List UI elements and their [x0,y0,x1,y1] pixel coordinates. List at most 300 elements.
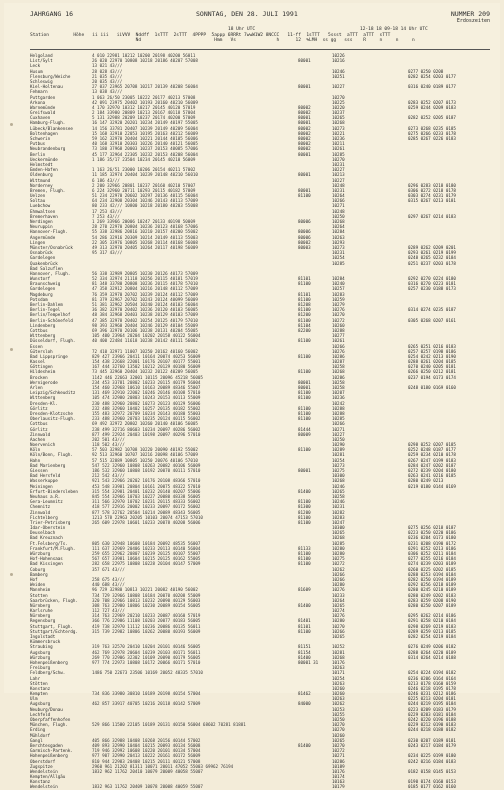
station-name: Stuttgart, Flugh. [30,623,73,629]
pressure-value: 10264 [332,224,345,230]
station-name: Kempten [30,691,48,697]
synop-groups: 131 469 32910 22002 10246 20146 40108 57010 [92,390,201,396]
station-name: Gera-Leumnitz [30,499,63,505]
station-name: Augsburg [30,701,51,707]
cloud-group: 80001 [298,120,311,126]
station-name: Würzburg [30,551,51,556]
pressure-value: 10277 [332,333,345,339]
cloud-group: 81100 [298,556,311,562]
synop-groups: 258 675 43/// [92,576,125,582]
station-name: Magdeburg [30,291,53,297]
upper-air-temps: 0276 0249 0206 0182 [408,644,456,650]
pressure-value: 10250 [332,213,345,219]
station-name: Neuburg/Donau [30,706,63,712]
station-name: Greifswald [30,110,56,116]
upper-air-temps: 0282 0254 0203 0177 [408,73,456,79]
pressure-value: 10262 [332,566,345,572]
pressure-value: 10252 [332,644,345,650]
station-name: Leck [30,63,41,69]
synop-groups: 105 474 32980 20803 10243 20153 40113 55009 [92,395,201,401]
synop-groups: 265 609 22978 10601 10233 20078 40208 56006 [92,519,201,525]
upper-air-temps: 0296 0283 0218 0180 [408,182,456,188]
synop-groups: 1 269 33966 20006 10247 20133 40198 50009 [92,219,196,224]
upper-air-temps: 0223 0209 0183 0179 [408,706,456,712]
upper-air-temps: 0306 0252 0211 0184 [408,551,456,556]
cloud-group: 80001 [298,58,311,64]
station-name: Kempten/Allgäu [30,774,66,780]
pressure-value: 10236 [332,136,345,141]
cloud-group: 81400 [298,742,311,748]
issue-number: NUMMER 209 [450,10,490,18]
synop-groups: 40 400 22484 11618 10238 20142 40111 56002 [92,338,198,344]
pressure-value: 10237 [332,110,345,116]
cloud-group: 81133 [298,545,311,551]
pressure-value: 10279 [332,302,345,307]
cloud-group: 81400 [298,654,311,660]
station-name: Görlitz [30,405,48,411]
upper-air-temps: 0242 0220 0196 0188 [408,717,456,722]
pressure-value: 10227 [332,167,345,173]
station-name: Mannheim [30,587,51,593]
cloud-group: 80001 [298,379,311,385]
station-name: Berlin/Tempelhof [30,312,71,318]
synop-groups: 186 532 32960 10808 10192 20070 40111 57010 [92,468,201,473]
upper-air-temps: 0223 0250 0220 0186 [408,530,456,536]
pressure-value: 10281 [332,649,345,655]
synop-groups: 36 382 32970 20402 10236 20120 40103 56005 [92,307,198,313]
pressure-value: 10284 [332,276,345,282]
synop-groups: 453 548 33981 20804 10161 20075 48322 57010 [92,483,201,489]
pressure-value: 10227 [332,84,345,90]
station-name: Giessen [30,468,48,473]
synop-groups: 49 313 32970 20405 10264 20117 40198 56009 [92,244,198,250]
pressure-value: 10276 [332,307,345,313]
pressure-value: 10265 [332,530,345,536]
station-name: Garmisch-Partenk. [30,748,73,754]
synop-groups: 72 410 32971 11007 10250 20162 40160 56002 [92,348,198,354]
pressure-value: 10250 [332,436,345,442]
synop-groups: 105 400 23964 20204 10202 20158 40122 56004 [92,333,201,339]
synop-groups: 462 857 33917 40705 10216 20118 40142 57009 [92,701,201,707]
upper-air-temps: 0289 0259 0213 0185 [408,628,456,634]
cloud-group: 81400 [298,488,311,494]
synop-groups: 2 184 33980 20809 10213 20167 40118 57004 [92,110,196,116]
synop-groups: 977 907 32990 20413 10222 20161 40172 56009 [92,753,201,759]
pressure-value: 10225 [332,99,345,105]
station-name: Neubrandenburg [30,146,66,152]
synop-groups: 405 866 32988 10408 10268 20156 40144 57002 [92,737,201,743]
synop-groups: 921 543 22966 20202 10176 20108 48366 57010 [92,478,201,484]
upper-air-temps: 0298 0252 0207 0185 [408,442,456,448]
station-name: Berlin-Dahlem [30,302,63,307]
upper-air-temps: 0266 0250 0212 0181 [408,369,456,375]
upper-air-temps: 0303 0274 0231 0179 [408,193,456,199]
station-name: Kümmersbruck [30,639,61,645]
station-name: Wendelstein [30,784,58,790]
pressure-value: 10242 [332,400,345,406]
cloud-group: 81462 [298,691,311,697]
station-name: Bad Lippspringe [30,353,68,359]
station-name: Ueckermünde [30,156,58,162]
synop-groups: 2 200 32966 20801 10237 20160 40210 57007 [92,182,196,188]
pressure-value: 10265 [332,634,345,639]
upper-air-temps: 0246 0231 0212 0186 [408,691,456,697]
station-name: Trier-Petrisberg [30,519,71,525]
pressure-value: 10207 [332,390,345,396]
synop-groups: 59 162 32970 20404 10221 20144 40105 56006 [92,136,198,141]
synop-groups: 419 738 32970 11112 10236 20086 40135 56011 [92,623,201,629]
cloud-group: 81100 [298,561,311,567]
station-name: Hannover-Flugh. [30,229,68,235]
pressure-value: 10272 [332,317,345,323]
pressure-value: 10231 [332,161,345,167]
station-name: Wunstorf [30,276,51,282]
cloud-group: 81208 [298,302,311,307]
pressure-value: 10266 [332,421,345,427]
pressure-value: 10268 [332,654,345,660]
pressure-value: 10284 [332,229,345,235]
cloud-group: 81100 [298,499,311,505]
upper-air-temps: 0213 0178 0160 0159 [408,680,456,686]
pressure-value: 10260 [332,322,345,328]
station-name: Konstanz [30,685,51,691]
synop-groups: 1 163 26/51 23000 10206 20154 40211 57002 [92,167,196,173]
pressure-value: 10280 [332,551,345,556]
pressure-value: 10272 [332,748,345,754]
station-table [30,53,490,790]
station-name: Hahn [30,457,41,463]
pressure-value: 10246 [332,68,345,74]
pressure-value: 10265 [332,602,345,608]
upper-air-temps: 0293 0261 0219 0199 [408,250,456,256]
cloud-group: 80002 [298,239,311,245]
cloud-group: 81100 [298,193,311,199]
station-name: Neuruppin [30,224,53,230]
station-name: Hohenpeißenberg [30,659,68,665]
binding-hole [10,573,13,576]
station-name: Bad Marienberg [30,462,66,468]
synop-groups: 877 499 22924 20403 10198 20097 40296 57010 [92,431,201,437]
synop-groups: 154 438 22668 22001 10176 20107 40177 55001 [92,359,201,365]
synop-groups: 233 488 32960 20703 10235 20124 40115 56002 [92,416,201,422]
synop-groups: 80 233 42/// 10800 10218 20180 40203 55008 [92,203,198,209]
pressure-value: 10254 [332,255,345,261]
cloud-group: 81100 [298,307,311,313]
pressure-value: 10270 [332,722,345,728]
cloud-group: 81100 [298,281,311,287]
pressure-value: 10274 [332,608,345,614]
cloud-group: 80002 [298,136,311,141]
upper-air-temps: 0225 0213 0204 0181 [408,696,456,702]
station-name: Angermünde [30,234,56,240]
pressure-value: 10287 [332,359,345,365]
table-row [30,784,490,789]
synop-groups: 112 727 43/// [92,608,125,614]
upper-air-temps: 0182 0158 0145 0153 [408,768,456,774]
synop-groups: 232 488 32960 10402 10257 20135 40182 55002 [92,405,201,411]
pressure-value: 10248 [332,208,345,214]
synop-groups: 167 444 32760 13502 10212 20129 40180 56009 [92,364,201,370]
pressure-value: 10271 [332,753,345,759]
station-name: Arlen [30,385,43,390]
synop-groups: 1213 578 22963 20205 10103 20074 47153 57010 [92,514,203,520]
station-name: Freiburg [30,665,51,671]
synop-groups: 269 770 32906 32302 10109 20090 40179 56005 [92,654,201,660]
pressure-value: 10293 [332,239,345,245]
page-header [30,11,490,25]
cloud-group: 80009 [298,431,311,437]
synop-groups: 1832 963 11762 20409 10078 20008 40059 55007 [92,784,203,790]
cloud-group: 81100 [298,410,311,416]
cloud-group: 82200 [298,327,311,333]
station-name: Wittmund [30,177,51,183]
station-name: Idar-Oberstein [30,525,66,531]
synop-groups: 81 379 32967 20702 10243 20124 40099 56009 [92,296,198,302]
station-name: Arkona [30,99,46,105]
station-name: Nürnberg [30,613,51,619]
synop-groups: 282 658 22975 10808 10228 20104 40147 57009 [92,561,201,567]
synop-groups: 98 393 32960 20404 10246 20129 40104 55009 [92,322,198,328]
date-title: SONNTAG, DEN 28. JULI 1991 [196,10,298,18]
station-name: Oldenburg [30,172,53,178]
station-name: Berlin [30,151,46,157]
pressure-value: 10271 [332,203,345,209]
cloud-group: 81100 [298,416,311,422]
pressure-value: 10300 [332,525,345,531]
synop-groups: 64 234 32908 20304 10246 20143 40113 57009 [92,198,198,204]
synop-groups: 734 729 32966 10808 10184 20070 40208 55009 [92,592,201,598]
synop-groups: 57 503 32982 10708 10220 20090 40192 55002 [92,447,198,453]
station-name: Görlitz [30,426,48,432]
upper-air-temps: 0280 0249 0213 [408,478,444,484]
synop-groups: 7 253 43/// [92,213,120,219]
column-labels-line1: Station Höhe ii iii iiVVV Nddff 1sTTT 2sTTT 4PPPP 5appp 6RRRt 7wwW1W2 8NCCC 11-ff 1sTTT 5ssst aTTT aTTT sTTT [30,33,391,38]
pressure-value: 10263 [332,696,345,702]
station-name: Zugspitze [30,763,53,769]
synop-groups: 4 010 22981 10212 10200 20198 40200 56011 [92,53,196,58]
pressure-value: 10260 [332,685,345,691]
synop-groups: 234 453 33781 20802 10233 20115 40179 56004 [92,379,201,385]
synop-groups: 734 836 33980 30810 10189 20198 40154 57004 [92,691,201,697]
station-name: Wendelstein [30,768,58,774]
station-name: Braunschweig [30,281,61,287]
upper-air-temps: 0219 0180 0144 0169 [408,483,456,489]
station-name: List/Sylt [30,58,53,64]
station-name: Bad Kissingen [30,561,63,567]
pressure-value: 10260 [332,732,345,738]
synop-groups: 73 180 37968 20003 10237 20153 40085 57006 [92,146,198,152]
pressure-value: 10246 [332,483,345,489]
station-name: Oberstdorf [30,758,56,764]
cloud-group: 81400 [298,602,311,608]
station-name: Cuxhaven [30,115,51,121]
synop-groups: 1 063 26/50 23005 10222 20177 40213 57008 [92,94,196,100]
station-name: Puttgarden [30,94,56,100]
upper-air-temps: 0248 0180 0169 0160 [408,385,456,390]
pressure-value: 10176 [332,768,345,774]
upper-air-temps: 0277 0255 0216 0184 [408,556,456,562]
synop-groups: 5 131 32988 20209 10237 20174 40200 57009 [92,115,196,121]
upper-air-temps: 0236 0204 0173 0180 [408,535,456,541]
upper-air-temps: 0280 0245 0210 0189 [408,587,456,593]
upper-air-temps: 0185 0177 0162 0160 [408,784,456,790]
station-name: Würzburg [30,654,51,660]
cloud-group: 80006 [298,229,311,235]
pressure-value: 10247 [332,519,345,525]
synop-groups: 366 776 22986 11108 10203 20077 40183 56005 [92,618,201,624]
station-name: Emden-Hafen [30,167,58,173]
upper-air-temps: 0316 0240 0189 0177 [408,84,456,90]
station-name: Hof-Hohensaas [30,556,63,562]
synop-groups: 52 334 32974 21118 10256 20115 40181 57019 [92,276,198,282]
station-name: Bamberg [30,571,48,577]
pressure-value: 10272 [332,561,345,567]
pressure-value: 10260 [332,691,345,697]
upper-air-temps: 0273 0268 0235 0185 [408,125,456,131]
upper-air-temps: 0297 0267 0214 0183 [408,213,456,219]
pressure-value: 10285 [332,416,345,422]
station-name: Essen [30,343,43,349]
upper-air-temps: 0284 0247 0202 0187 [408,462,456,468]
synop-groups: 95 317 43/// [92,250,123,256]
station-name: Bremen, Flugh. [30,187,66,193]
upper-air-temps: 0231 0208 0190 0172 [408,540,456,546]
synop-groups: 409 893 32990 10404 10215 20093 40134 56008 [92,742,201,748]
station-name: Potsdam [30,296,48,302]
pressure-value: 10289 [332,447,345,453]
upper-air-temps: 0285 0267 0226 0183 [408,136,456,141]
volume-label: JAHRGANG 16 [30,10,74,18]
station-name: Karlsruhe [30,608,53,614]
pressure-value: 10281 [332,452,345,458]
pressure-value: 10282 [332,509,345,515]
pressure-value: 10216 [332,58,345,64]
synop-groups: 42 091 23975 20402 10193 20160 40210 56009 [92,99,198,105]
cloud-group: 80002 [298,141,311,147]
pressure-value: 10276 [332,348,345,354]
synop-groups: 76 359 32970 20702 10239 20124 40112 57009 [92,291,198,297]
upper-air-temps: 0236 0206 0164 0164 [408,675,456,681]
cloud-group: 80006 [298,219,311,224]
upper-air-temps: 0282 0250 0194 0189 [408,576,456,582]
cloud-group: 81100 [298,338,311,344]
pressure-value: 10276 [332,613,345,619]
upper-air-temps: 0316 0270 0223 0181 [408,281,456,287]
station-name: Erding [30,727,46,733]
synop-groups: 47 385 32978 20402 10254 20125 40179 57010 [92,317,198,323]
upper-air-temps: 0244 0218 0188 0182 [408,727,456,733]
upper-air-temps: 0242 0216 0184 0183 [408,758,456,764]
upper-air-temps: 0229 0203 0181 0184 [408,711,456,717]
synop-groups: 154 460 32968 10610 10163 20089 48346 55007 [92,385,201,390]
cloud-group: 80002 [298,146,311,152]
upper-air-temps: 0282 0254 0219 0184 [408,634,456,639]
pressure-value: 10258 [332,364,345,370]
synop-groups: 440 688 43/// [92,582,125,588]
pressure-value: 10268 [332,535,345,541]
pressure-value: 10264 [332,597,345,603]
synop-groups: 17 253 43/// [92,208,123,214]
pressure-value: 10179 [332,784,345,790]
pressure-value: 10231 [332,250,345,256]
pressure-value: 10211 [332,141,345,147]
pressure-value: 10268 [332,219,345,224]
station-name: Berchtesgaden [30,742,63,748]
pressure-value: 10280 [332,545,345,551]
cloud-group: 80002 [298,104,311,110]
pressure-value: 10265 [332,737,345,743]
station-name: Husum [30,68,43,74]
upper-air-temps: 0254 0242 0213 0190 [408,353,456,359]
synop-groups: 6 224 32960 20711 10293 20115 40182 57009 [92,187,196,193]
cloud-group: 80001 [298,172,311,178]
station-name: Münster/Osnabrück [30,244,73,250]
synop-groups: 1142 446 22663 32001 10115 20096 45218 56005 [92,374,203,380]
station-name: Nürnberg [30,602,51,608]
station-name: Lübeck/Blankensee [30,125,73,131]
pressure-value: 10163 [332,779,345,785]
upper-air-temps: 0257 0230 0188 0173 [408,286,456,292]
station-name: Ulm [30,696,38,702]
pressure-value: 10273 [332,244,345,250]
pressure-value: 10263 [332,680,345,686]
synop-groups: 845 554 32966 10703 10227 20080 48338 56005 [92,493,201,499]
synop-groups: 810 944 22983 20408 10215 20111 40121 57008 [92,758,201,764]
column-labels-line2: Nd Hmm Vs h 12 %LMH ss gg sss R n n n [30,38,415,43]
synop-groups: 28 028 43/// [92,68,125,74]
station-name: Bad Kreuznach [30,535,63,541]
pressure-value: 10268 [332,369,345,375]
pressure-value: 10273 [332,462,345,468]
upper-air-temps: 0263 0241 0216 0185 [408,473,456,479]
station-name: Wasserkuppe [30,478,58,484]
pressure-value: 10227 [332,177,345,183]
cloud-group: 81101 [298,623,311,629]
pressure-value: 10213 [332,172,345,178]
cloud-group: 80001 [298,385,311,390]
upper-air-temps: 0288 0264 0220 0189 [408,649,456,655]
issue-subtitle: Erdoszeiten [456,18,490,24]
synop-groups: 21 035 43/// [92,73,123,79]
synop-groups: 1486 750 22673 23506 10169 20052 48335 57010 [92,670,203,676]
pressure-value: 10268 [332,478,345,484]
station-name: Zinnwald [30,509,51,515]
station-name: Ft.Felsberg/Ts. [30,540,68,546]
station-name: Flensburg/Weiche [30,73,71,79]
synop-groups: 314 763 22969 20210 10233 20087 40160 57019 [92,613,201,619]
pressure-value: 10286 [332,353,345,359]
cloud-group: 81100 [298,369,311,375]
station-name: Kiel-Holtenau [30,84,63,90]
upper-air-temps: 0292 0256 0218 0189 [408,582,456,588]
synop-groups: 202 501 43/// [92,436,125,442]
cloud-group: 80003 [298,244,311,250]
synop-groups: 81 348 33780 20808 10236 20115 40178 57010 [92,281,198,287]
synop-groups: 22 305 33976 10805 10268 20114 40168 56008 [92,239,198,245]
upper-air-temps: 0280 0250 0207 0189 [408,602,456,608]
station-name: Boltenhagen [30,130,58,136]
pressure-value: 10227 [332,431,345,437]
station-name: Bad Salzuflen [30,265,63,271]
pressure-value: 10266 [332,571,345,577]
synop-groups: 16 147 32920 20201 10234 20149 40197 55005 [92,120,198,126]
cloud-group: 81101 [298,291,311,297]
station-name: Ingolstadt [30,634,56,639]
synop-groups: 11 185 32974 20404 10239 20148 40210 56010 [92,172,198,178]
upper-air-temps: 0259 0234 0210 0178 [408,452,456,458]
station-name: Stötten [30,680,48,686]
station-name: Köln/Bonn, Flugh. [30,452,73,458]
